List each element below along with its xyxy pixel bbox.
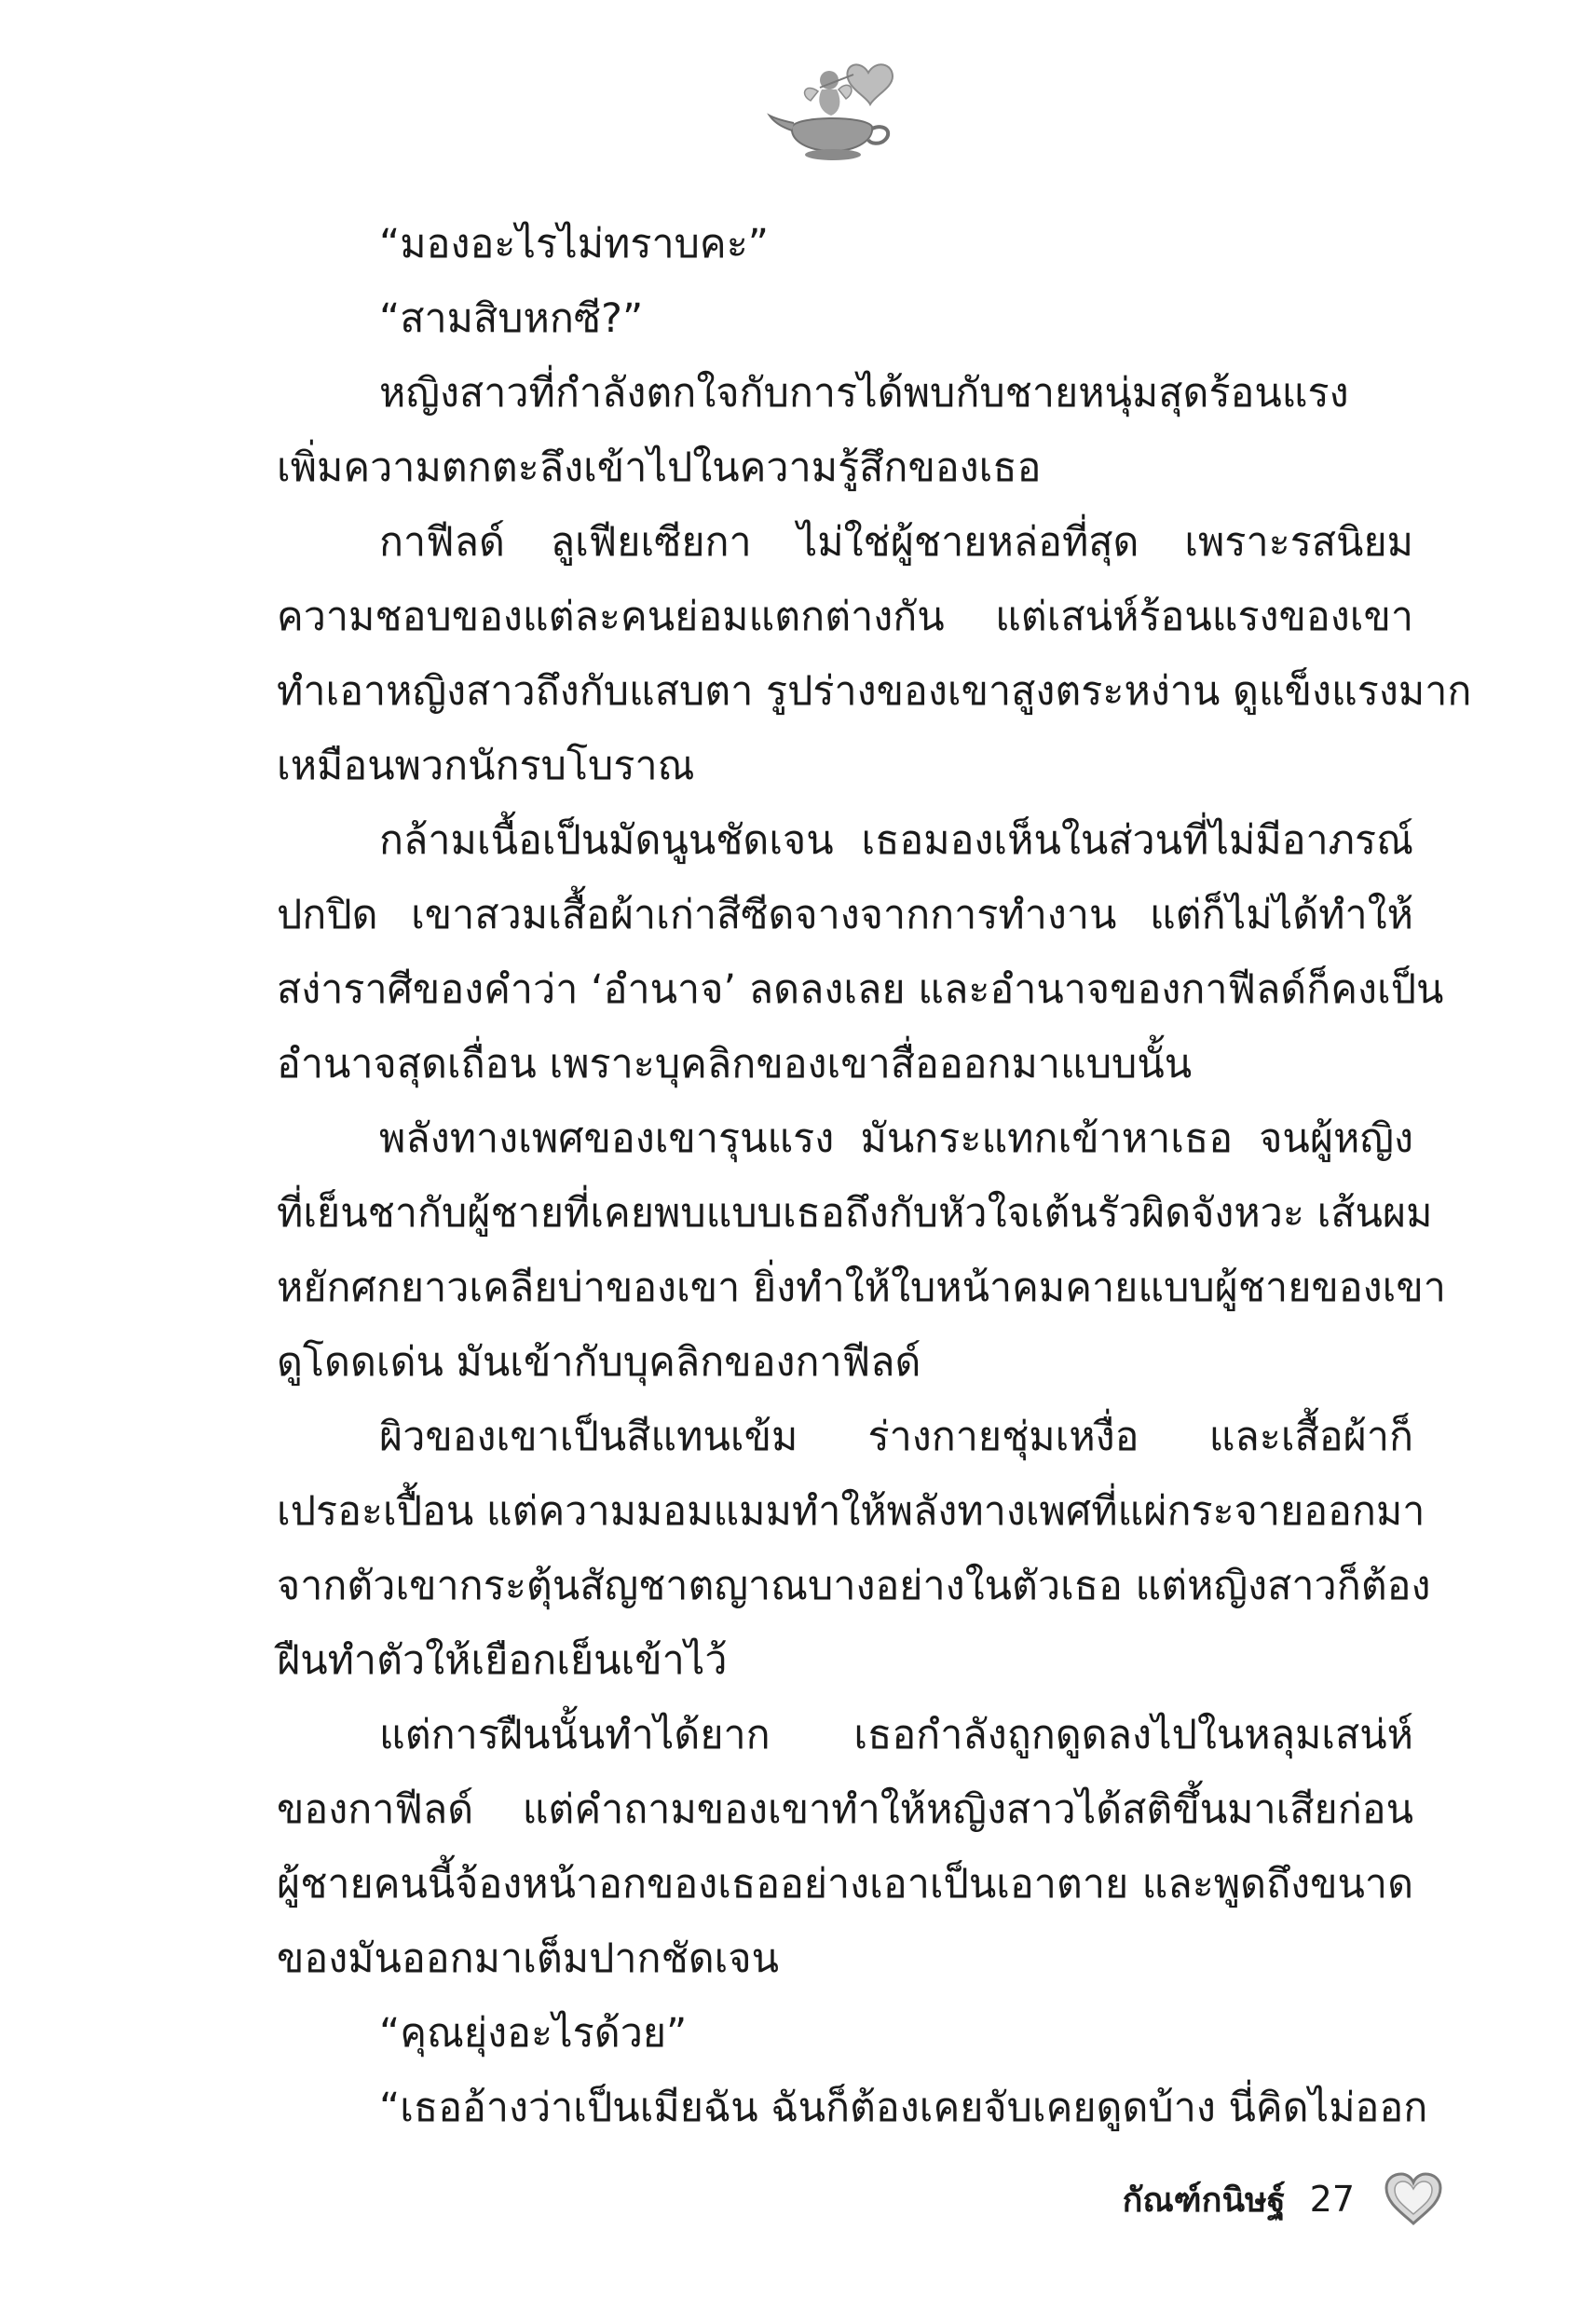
text-line: เปรอะเปื้อน แต่ความมอมแมมทำให้พลังทางเพศที่แผ่กระจายออกมา [277,1488,1425,1535]
text-line: “คุณยุ่งอะไรด้วย” [379,2010,688,2057]
text-line: ดูโดดเด่น มันเข้ากับบุคลิกของกาฟีลด์ [277,1339,921,1386]
text-line: เหมือนพวกนักรบโบราณ [277,743,695,789]
text-line: ปกปิด เขาสวมเสื้อผ้าเก่าสีซีดจางจากการทำงาน แต่ก็ไม่ได้ทำให้ [277,892,1413,938]
text-line: ของมันออกมาเต็มปากชัดเจน [277,1935,779,1982]
text-line: กาฟีลด์ ลูเฟียเซียกา ไม่ใช่ผู้ชายหล่อที่สุด เพราะรสนิยม [379,519,1413,566]
text-line: ความชอบของแต่ละคนย่อมแตกต่างกัน แต่เสน่ห์ร้อนแรงของเขา [277,594,1413,640]
text-line: “มองอะไรไม่ทราบคะ” [379,221,770,267]
paragraph [277,1101,1446,1400]
paragraph [277,2071,1428,2145]
paragraph [277,1400,1431,1698]
cupid-teapot-ornament-icon [764,54,904,166]
text-line: สง่าราศีของคำว่า ‘อำนาจ’ ลดลงเลย และอำนาจของกาฟีลด์ก็คงเป็น [277,966,1444,1013]
page-footer [1053,2167,1444,2232]
page-number: 27 [1309,2179,1355,2220]
paragraph [277,505,1472,803]
text-line: ฝืนทำตัวให้เยือกเย็นเข้าไว้ [277,1637,728,1684]
paragraph [277,207,1413,281]
text-line: หญิงสาวที่กำลังตกใจกับการได้พบกับชายหนุ่มสุดร้อนแรง [379,370,1349,417]
paragraph [277,1996,1413,2071]
text-line: อำนาจสุดเถื่อน เพราะบุคลิกของเขาสื่อออกมาแบบนั้น [277,1041,1193,1087]
body-text [277,207,1472,2145]
text-line: ผู้ชายคนนี้จ้องหน้าอกของเธออย่างเอาเป็นเอาตาย และพูดถึงขนาด [277,1861,1413,1908]
text-line: ทำเอาหญิงสาวถึงกับแสบตา รูปร่างของเขาสูงตระหง่าน ดูแข็งแรงมาก [277,668,1472,715]
paragraph [277,1698,1413,1996]
text-line: หยักศกยาวเคลียบ่าของเขา ยิ่งทำให้ใบหน้าคมคายแบบผู้ชายของเขา [277,1265,1446,1311]
text-line: พลังทางเพศของเขารุนแรง มันกระแทกเข้าหาเธอ จนผู้หญิง [379,1115,1413,1162]
paragraph [277,281,1413,356]
paragraph [277,803,1444,1101]
text-line: ของกาฟีลด์ แต่คำถามของเขาทำให้หญิงสาวได้สติขึ้นมาเสียก่อน [277,1786,1413,1833]
text-line: จากตัวเขากระตุ้นสัญชาตญาณบางอย่างในตัวเธอ แต่หญิงสาวก็ต้อง [277,1563,1431,1609]
text-line: ผิวของเขาเป็นสีแทนเข้ม ร่างกายชุ่มเหงื่อ และเสื้อผ้าก็ [379,1414,1413,1460]
text-line: “เธออ้างว่าเป็นเมียฉัน ฉันก็ต้องเคยจับเคยดูดบ้าง นี่คิดไม่ออก [379,2085,1428,2131]
text-line: แต่การฝืนนั้นทำได้ยาก เธอกำลังถูกดูดลงไปในหลุมเสน่ห์ [379,1712,1413,1758]
text-line: “สามสิบหกซี?” [379,295,644,342]
paragraph [277,356,1413,505]
text-line: เพิ่มความตกตะลึงเข้าไปในความรู้สึกของเธอ [277,444,1042,491]
text-line: กล้ามเนื้อเป็นมัดนูนชัดเจน เธอมองเห็นในส่วนที่ไม่มีอาภรณ์ [379,817,1413,864]
heart-icon [1383,2171,1444,2227]
text-line: ที่เย็นชากับผู้ชายที่เคยพบแบบเธอถึงกับหัวใจเต้นรัวผิดจังหวะ เส้นผม [277,1190,1433,1237]
book-title: กัณฑ์กนิษฐ์ [1122,2181,1286,2220]
